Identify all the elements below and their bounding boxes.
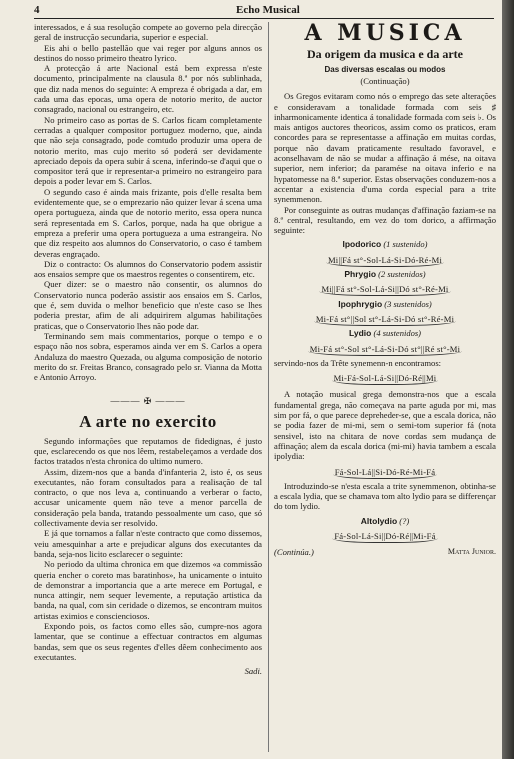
section-title: A MUSICA: [304, 20, 466, 46]
paragraph: interessados, e á sua resolução compete ao governo pela direcção geral de instrucção secundaria, superior e especial.: [34, 22, 262, 43]
paragraph: A notação musical grega demonstra-nos que a escala fundamental grega, não começava na parte aguda por mi, mas sim por fá, o que parece depreheder-se, que a escala dorica, não se podia fazer de mi-mi, sem o semi-tom superior fá (nota sensivel, isto na chitara de nove cordas sem mudança de affinação; alem da escala dorica (mi-mi) havia tambem a escala ipolydia:: [274, 389, 496, 462]
scale-notation: Mi||Fá st°-Sol-Lá-Si||Dó st°-Ré-Mi: [321, 284, 449, 295]
paragraph: No periodo da ultima chronica em que dizemos «a commissão queria encher o coreto mas baratinhos», ha unicamente o intuito de demonstrar a importancia que a arte merece em Portugal, e nunca attingir, nem sequer levemente, a reputação artistica da banda, na qual, com sin ceridade o dizemos, se encontram muitos artistas eximios e conscienciosos.: [34, 559, 262, 621]
paragraph: Diz o contracto: Os alumnos do Conservatorio podem assistir aos ensaios sempre que os maestros regentes o consentirem, etc.: [34, 258, 262, 280]
right-column: [274, 22, 496, 558]
left-column: [34, 22, 262, 677]
scale-notation: Mi-Fá st°||Sol st°-Lá-Si-Dó st°-Ré-Mi: [315, 313, 455, 324]
paragraph: servindo-nos da Trête synemenn-n encontramos:: [274, 357, 442, 368]
article-title: A arte no exercito: [79, 411, 217, 431]
paragraph: Introduzindo-se n'esta escala a trite synemmenon, obtinha-se a escala lydia, que se chamava tom alto lydio para se differençar do tom lydio.: [274, 480, 496, 512]
paragraph: A protecção á arte Nacional está bem expressa n'este documento, principalmente na clausula 8.ª por nós sublinhada, que diz nada menos do seguinte: A empreza é obrigada a dar, em cada uma das epocas, uma opera de notorio merito, de auctor consagrado, nacional ou estrangeiro, etc.: [34, 63, 262, 115]
article-subtitle: Da origem da musica e da arte: [307, 47, 463, 61]
scale-notation: Mi-Fá st°-Sol st°-Lá-Si-Dó st°||Ré st°-Mi: [309, 343, 461, 354]
paragraph: Quer dizer: se o maestro não consentir, os alumnos do Conservatorio nunca poderão assistir aos ensaios em S. Carlos, que é, sem duvida o melhor beneficio que n'este caso se lhes poderia prestar, afim de ali adquirirem algumas habilitações praticas, que o Conservatorio lhes não pode dar.: [34, 279, 262, 331]
paragraph: Segundo informações que reputamos de fidedignas, é justo que, esclarecendo os que nos lêem, restabeleçamos a verdade dos factos tratados n'esta chronica do ultimo numero.: [34, 435, 262, 467]
paragraph: Por conseguinte as outras mudanças d'affinação faziam-se na 8.ª central, resultando, em vez do tom dorico, a affirmação seguinte:: [274, 204, 496, 236]
paragraph: Eis ahi o bello pastellão que vai reger por alguns annos os destinos do nosso primeiro theatro lyrico.: [34, 42, 262, 63]
paragraph: Terminando sem mais commentarios, porque o tempo e o espaço não nos sobra, esperamos ainda ver em S. Carlos a opera Andaluza do maestro Quezada, ou alguma composição de notorio merito do sr. Freitas Branco, consagrado pelo sr. Vianna da Motta e Antonio Arroyo.: [34, 330, 262, 383]
paragraph: Assim, dizem-nos que a banda d'infanteria 2, isto é, os seus executantes, não foram consultados para a realisação de tal contracto, o que nos leva a, continuando a verberar o facto, accusar unicamente quem não teve a menor parcella de consideração pela banda, tratando pessoalmente um caso, que só collectivamente devia ser resolvido.: [34, 466, 262, 529]
paragraph: Os Gregos evitaram como nós o emprego das sete alterações e consideravam a tonalidade formada com seis ♯ inharmonicamente identica á tonalidade formada com seis ♭. Os mais antigos auctores theoricos, assim como os praticos, eram concordes para se representasse a affinação em muitas cordas, porque não davam praticamente resultado favoravel, e aconselhavam de não se mudar a affinação á mése, na oitava superior, nem inferior; da paramése na oitava inferio e na hypatomesse na 8.ª superior. Estas observações conduzem-nos a accentar a existencia d'uma corda especial para a trite synemmenon.: [274, 91, 496, 205]
article-footer: [274, 547, 496, 557]
scale-notation: Fá-Sol-Lá-Si||Dó-Ré||Mi-Fá: [334, 530, 436, 541]
column-divider: [268, 22, 269, 752]
scale-notation: Fá-Sol-Lá||Si-Dó-Ré-Mi-Fá: [334, 466, 436, 477]
mode-label: Ipodorico (1 sustenido): [342, 239, 428, 250]
mode-label: Phrygio (2 sustenidos): [344, 269, 426, 280]
header-rule: [34, 18, 494, 19]
paragraph: No primeiro caso as portas de S. Carlos ficam completamente cerradas a qualquer compositor portuguez moderno, que, ainda que não seja consagrado, pode comtudo produzir uma opera de notorio merito, mas cujo merito só poderá ser devidamente apreciado depois da opera subir á scena, inferindo-se d'aqui que o compositor terá que ir representar-a primeiro no estrangeiro para depois a poder levar em S. Carlos.: [34, 114, 262, 187]
mode-label: Lydio (4 sustenidos): [349, 328, 421, 339]
page-number: 4: [34, 4, 40, 16]
scale-notation: Mi||Fá st°-Sol-Lá-Si-Dó-Ré-Mi: [327, 254, 443, 265]
scale-notation: Mi-Fá-Sol-Lá-Si||Dó-Ré||Mi: [333, 373, 437, 384]
mode-label: Altolydio (?): [360, 515, 410, 526]
paragraph: O segundo caso é ainda mais frizante, pois d'elle resalta bem evidentemente que, se o emprezario não quizer levar á scena uma opera portugueza, ainda que de notorio merito, essa opera nunca será representada em S. Carlos, porque, nada ha que obrigue a empreza a preferir uma opera portugueza a uma estrangeira. No que diz respeito aos alumnos do Conservatorio, o caso é tambem deveras engraçado.: [34, 186, 262, 259]
ornament-divider: ——— ✠ ———: [110, 396, 186, 407]
continuation-note: (Continuação): [360, 76, 410, 86]
paragraph: E já que tornamos a fallar n'este contracto que como dissemos, veiu amesquinhar a arte e prejudicar alguns dos executantes da banda, seja-nos licito esclarecer o seguinte:: [34, 528, 262, 559]
signature: Sadi.: [244, 666, 262, 677]
page-edge-shadow: [502, 0, 514, 759]
author-signature: Matta Junior.: [447, 547, 496, 557]
journal-title: Echo Musical: [236, 4, 300, 16]
mode-label: Ipophrygio (3 sustenidos): [338, 298, 432, 309]
article-subsubtitle: Das diversas escalas ou modos: [324, 65, 446, 74]
continued-note: (Continúa.): [274, 547, 314, 558]
paragraph: Expondo pois, os factos como elles são, cumpre-nos agora lamentar, que se continue a effectuar contractos em algumas bandas, sem que os seus regentes d'elles dêem conhecimento aos executantes.: [34, 621, 262, 662]
